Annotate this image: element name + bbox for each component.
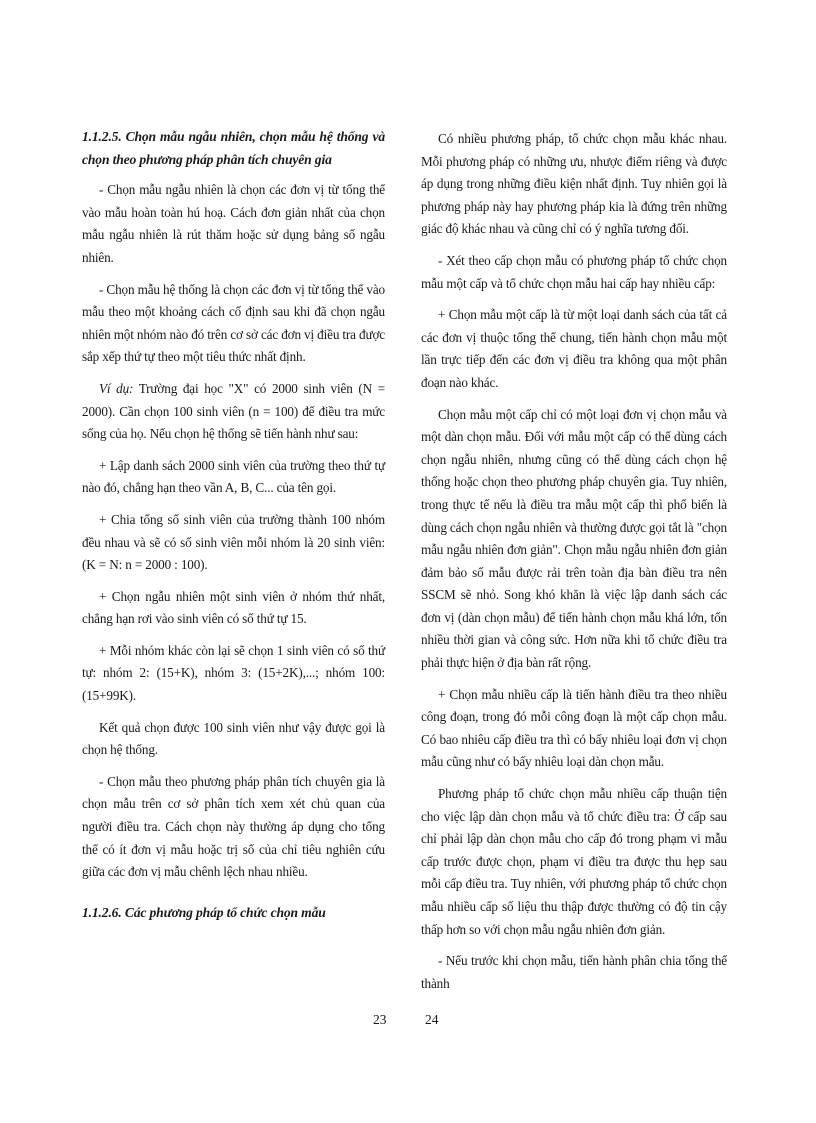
page-number-right: 24 xyxy=(425,1012,439,1027)
paragraph: - Nếu trước khi chọn mẫu, tiến hành phân chia tổng thể thành xyxy=(421,953,727,991)
example-label: Ví dụ: xyxy=(99,380,134,396)
paragraph: + Chia tổng số sinh viên của trường thành 100 nhóm đều nhau và sẽ có số sinh viên mỗi nhóm là 20 sinh viên: (K = N: n = 2000 : 100). xyxy=(82,511,385,573)
right-page-column xyxy=(421,128,727,1004)
example-paragraph xyxy=(82,378,385,446)
paragraph: + Lập danh sách 2000 sinh viên của trường theo thứ tự nào đó, chẳng hạn theo vần A, B, C... của tên gọi. xyxy=(82,457,385,496)
paragraph: + Chọn ngẫu nhiên một sinh viên ở nhóm thứ nhất, chẳng hạn rơi vào sinh viên có số thứ tự 15. xyxy=(82,588,385,627)
section-heading-1-1-2-5: 1.1.2.5. Chọn mẫu ngẫu nhiên, chọn mẫu hệ thống và chọn theo phương pháp phân tích chuyên gia xyxy=(82,129,385,167)
paragraph: + Chọn mẫu một cấp là từ một loại danh sách của tất cả các đơn vị thuộc tổng thể chung, tiến hành chọn mẫu một lần trực tiếp đến các đơn vị điều tra không qua một phân đoạn nào khác. xyxy=(421,307,727,390)
paragraph: + Chọn mẫu nhiều cấp là tiến hành điều tra theo nhiều công đoạn, trong đó mỗi công đoạn là một cấp chọn mẫu. Có bao nhiêu cấp điều tra thì có bấy nhiêu loại đơn vị chọn mẫu cũng như có bấy nhiêu loại dàn chọn mẫu. xyxy=(421,686,727,770)
paragraph: - Chọn mẫu theo phương pháp phân tích chuyên gia là chọn mẫu trên cơ sở phân tích xem xét chủ quan của người điều tra. Cách chọn này thường áp dụng cho tổng thể có ít đơn vị mẫu hoặc trị số của chỉ tiêu nghiên cứu giữa các đơn vị mẫu chênh lệch nhau nhiều. xyxy=(82,773,385,880)
example-text: Trường đại học "X" có 2000 sinh viên (N = 2000). Cần chọn 100 sinh viên (n = 100) để điều tra mức sống của họ. Nếu chọn hệ thống sẽ tiến hành như sau: xyxy=(82,380,385,442)
paragraph: + Mỗi nhóm khác còn lại sẽ chọn 1 sinh viên có số thứ tự: nhóm 2: (15+K), nhóm 3: (15+2K),...; nhóm 100: (15+99K). xyxy=(82,642,385,704)
left-page-column xyxy=(82,126,385,932)
page-number-left: 23 xyxy=(373,1012,387,1027)
paragraph: - Chọn mẫu hệ thống là chọn các đơn vị từ tổng thể vào mẫu theo một khoảng cách cố định sau khi đã chọn ngẫu nhiên một nhóm nào đó trên cơ sở các đơn vị điều tra được sắp xếp thứ tự theo một tiêu thức nhất định. xyxy=(82,281,385,365)
paragraph: Kết quả chọn được 100 sinh viên như vậy được gọi là chọn hệ thống. xyxy=(82,719,385,758)
section-heading-1-1-2-6: 1.1.2.6. Các phương pháp tổ chức chọn mẫu xyxy=(82,904,326,920)
paragraph: - Chọn mẫu ngẫu nhiên là chọn các đơn vị từ tổng thể vào mẫu hoàn toàn hú hoạ. Cách đơn giản nhất của chọn mẫu ngẫu nhiên là rút thăm hoặc sử dụng bảng số ngẫu nhiên. xyxy=(82,182,385,265)
paragraph: - Xét theo cấp chọn mẫu có phương pháp tổ chức chọn mẫu một cấp và tổ chức chọn mẫu hai cấp hay nhiều cấp: xyxy=(421,252,727,291)
paragraph: Có nhiều phương pháp, tổ chức chọn mẫu khác nhau. Mỗi phương pháp có những ưu, nhược điểm riêng và được áp dụng trong những điều kiện nhất định. Tuy nhiên gọi là phương pháp này hay phương pháp kia là đứng trên những giác độ khác nhau và cũng chỉ có ý nghĩa tương đối. xyxy=(421,131,727,237)
paragraph: Phương pháp tổ chức chọn mẫu nhiều cấp thuận tiện cho việc lập dàn chọn mẫu và tổ chức điều tra: Ở cấp sau chỉ phải lập dàn chọn mẫu cho cấp đó trong phạm vi mẫu cấp trước được chọn, phạm vi điều tra được thu hẹp sau mỗi cấp điều tra. Tuy nhiên, với phương pháp tổ chức chọn mẫu nhiều cấp số liệu thu thập được thường có độ tin cậy thấp hơn so với chọn mẫu ngẫu nhiên đơn giản. xyxy=(421,786,727,937)
paragraph: Chọn mẫu một cấp chỉ có một loại đơn vị chọn mẫu và một dàn chọn mẫu. Đối với mẫu một cấp có thể dùng cách chọn ngẫu nhiên, nhưng cũng có thể dùng cách chọn hệ thống hoặc chọn theo phương pháp chuyên gia. Tuy nhiên, trong thực tế nếu là điều tra mẫu một cấp thì phổ biến là dùng cách chọn ngẫu nhiên và thường được gọi tắt là "chọn mẫu ngẫu nhiên đơn giản". Chọn mẫu ngẫu nhiên đơn giản đảm bảo số mẫu được rải trên toàn địa bàn điều tra nên SSCM sẽ nhỏ. Song khó khăn là việc lập danh sách các đơn vị (dàn chọn mẫu) để tiến hành chọn mẫu khá lớn, tốn nhiều thời gian và công sức. Hơn nữa khi tổ chức điều tra phải thực hiện ở địa bàn rất rộng. xyxy=(421,406,727,671)
